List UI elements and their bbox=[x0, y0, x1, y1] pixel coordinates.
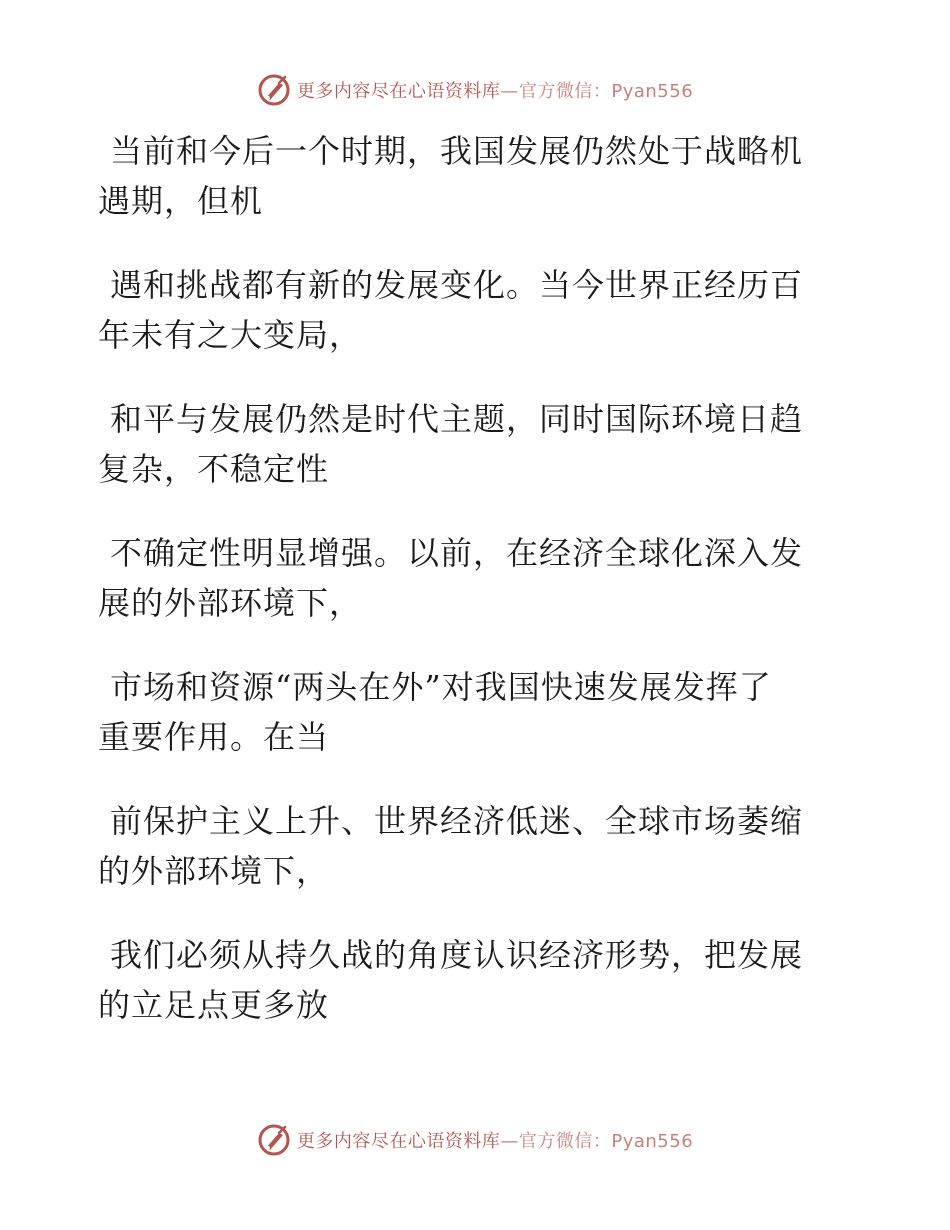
paragraph-line: 当前和今后一个时期，我国发展仍然处于战略机 bbox=[110, 132, 804, 170]
header-banner bbox=[0, 70, 950, 110]
quill-pen-circle-icon bbox=[257, 73, 291, 107]
paragraph-line: 和平与发展仍然是时代主题，同时国际环境日趋 bbox=[110, 400, 804, 438]
paragraph-line: 前保护主义上升、世界经济低迷、全球市场萎缩 bbox=[110, 802, 804, 840]
paragraph-line: 展的外部环境下， bbox=[98, 584, 363, 622]
paragraph-1 bbox=[98, 126, 838, 226]
paragraph-line: 重要作用。在当 bbox=[98, 718, 330, 756]
paragraph-line: 的外部环境下， bbox=[98, 852, 330, 890]
paragraph-line: 复杂，不稳定性 bbox=[98, 450, 330, 488]
paragraph-7 bbox=[98, 930, 838, 1030]
header-banner-text bbox=[297, 77, 693, 103]
header-banner-inner bbox=[257, 73, 693, 107]
footer-banner bbox=[0, 1120, 950, 1160]
paragraph-line: 遇期，但机 bbox=[98, 182, 264, 220]
paragraph-6 bbox=[98, 796, 838, 896]
paragraph-line: 我们必须从持久战的角度认识经济形势，把发展 bbox=[110, 936, 804, 974]
quill-pen-circle-icon bbox=[257, 1123, 291, 1157]
paragraph-line: 不确定性明显增强。以前，在经济全球化深入发 bbox=[110, 534, 804, 572]
paragraph-5 bbox=[98, 662, 838, 762]
footer-banner-text bbox=[297, 1127, 693, 1153]
header-brand-text: 更多内容尽在心语资料库 bbox=[296, 81, 501, 102]
footer-banner-inner bbox=[257, 1123, 693, 1157]
footer-wechat-text: —官方微信：Pyan556 bbox=[500, 1131, 694, 1152]
header-wechat-text: —官方微信：Pyan556 bbox=[500, 81, 694, 102]
paragraph-line: 的立足点更多放 bbox=[98, 986, 330, 1024]
paragraph-3 bbox=[98, 394, 838, 494]
paragraph-4 bbox=[98, 528, 838, 628]
footer-brand-text: 更多内容尽在心语资料库 bbox=[296, 1131, 501, 1152]
paragraph-line: 年未有之大变局， bbox=[98, 316, 363, 354]
paragraph-line: 遇和挑战都有新的发展变化。当今世界正经历百 bbox=[110, 266, 804, 304]
paragraph-2 bbox=[98, 260, 838, 360]
document-body bbox=[98, 126, 838, 1064]
paragraph-line: 市场和资源“两头在外”对我国快速发展发挥了 bbox=[110, 668, 772, 706]
